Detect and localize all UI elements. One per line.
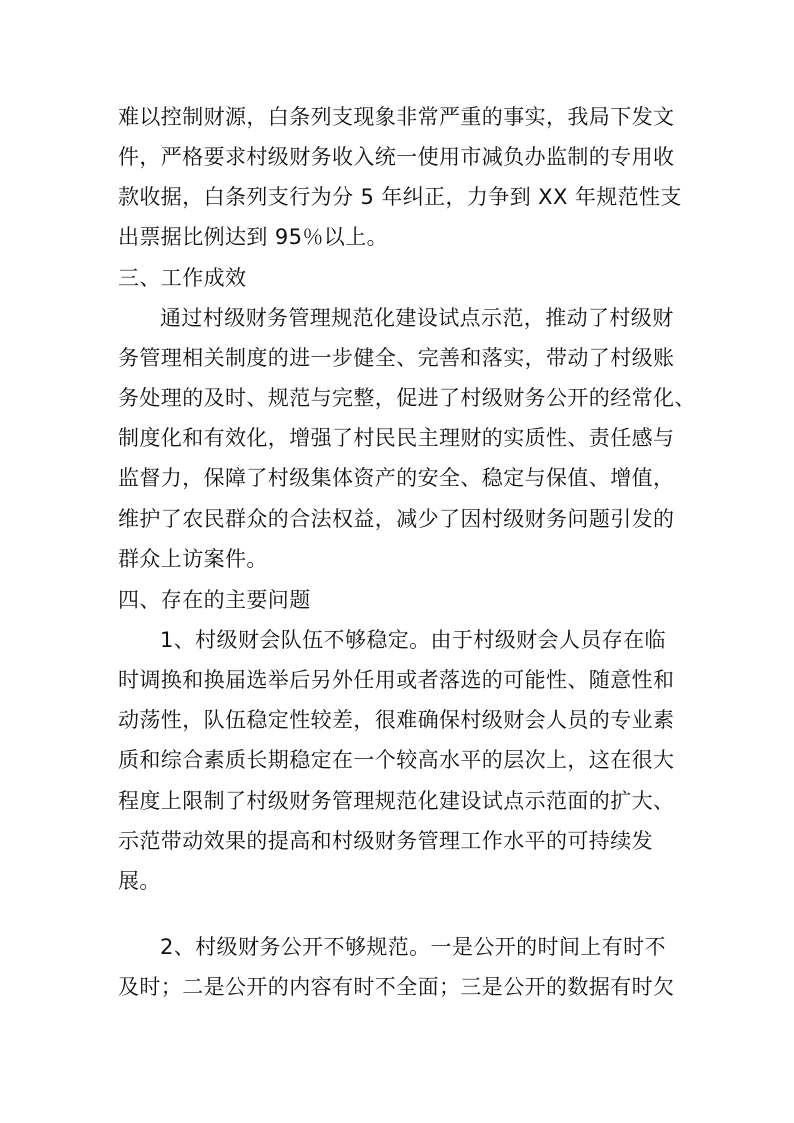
text-line-18: 程度上限制了村级财务管理规范化建设试点示范面的扩大、	[118, 789, 675, 813]
section-heading-3: 三、工作成效	[118, 266, 247, 290]
text-line-22: 及时；二是公开的内容有时不全面；三是公开的数据有时欠	[118, 975, 675, 999]
text-line-1: 难以控制财源，白条列支现象非常严重的事实，我局下发文	[118, 105, 675, 129]
text-line-17: 质和综合素质长期稳定在一个较高水平的层次上，这在很大	[118, 748, 675, 772]
text-line-7: 务管理相关制度的进一步健全、完善和落实，带动了村级账	[118, 346, 675, 370]
text-line-2: 件，严格要求村级财务收入统一使用市减负办监制的专用收	[118, 145, 675, 169]
text-line-9: 制度化和有效化，增强了村民民主理财的实质性、责任感与	[118, 426, 675, 450]
text-line-19: 示范带动效果的提高和村级财务管理工作水平的可持续发	[118, 829, 653, 853]
text-line-15: 时调换和换届选举后另外任用或者落选的可能性、随意性和	[118, 668, 675, 692]
text-line-8: 务处理的及时、规范与完整，促进了村级财务公开的经常化、	[118, 386, 696, 410]
text-line-11: 维护了农民群众的合法权益，减少了因村级财务问题引发的	[118, 507, 675, 531]
text-line-20: 展。	[118, 869, 161, 893]
text-line-14: 1、村级财会队伍不够稳定。由于村级财会人员存在临	[160, 628, 666, 652]
text-line-3: 款收据，白条列支行为分 5 年纠正，力争到 XX 年规范性支	[118, 185, 682, 209]
text-line-10: 监督力，保障了村级集体资产的安全、稳定与保值、增值，	[118, 466, 675, 490]
text-line-4: 出票据比例达到 95％以上。	[118, 225, 388, 249]
text-line-6: 通过村级财务管理规范化建设试点示范，推动了村级财	[160, 306, 674, 330]
text-line-21: 2、村级财务公开不够规范。一是公开的时间上有时不	[160, 935, 666, 959]
section-heading-4: 四、存在的主要问题	[118, 588, 311, 612]
text-line-16: 动荡性，队伍稳定性较差，很难确保村级财会人员的专业素	[118, 708, 675, 732]
text-line-12: 群众上访案件。	[118, 547, 268, 571]
